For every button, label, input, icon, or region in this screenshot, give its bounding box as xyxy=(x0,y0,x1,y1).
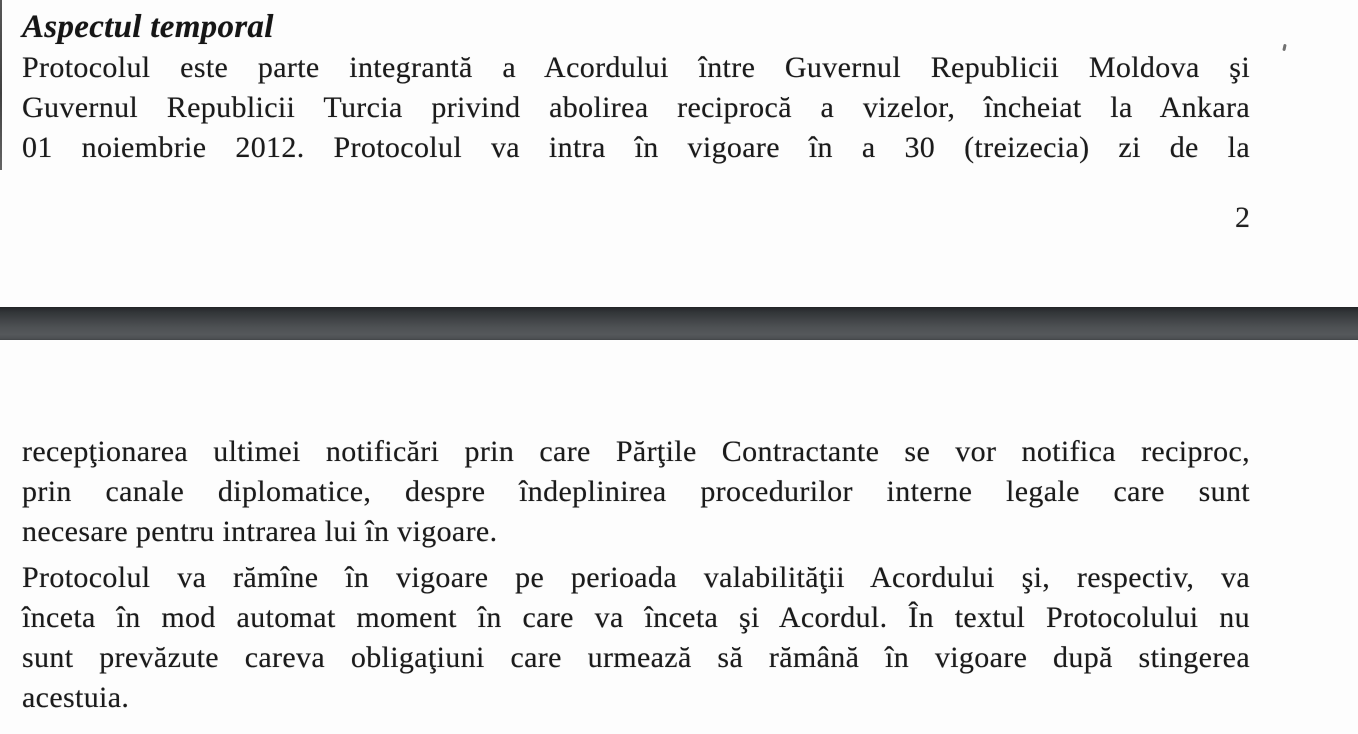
page-separator-bar xyxy=(0,307,1358,340)
paragraph-line: prin canale diplomatice, despre îndeplinirea procedurilor interne legale care sunt xyxy=(22,475,1250,508)
paragraph-last-line: acestuia. xyxy=(22,681,130,714)
paragraph-line: 01 noiembrie 2012. Protocolul va intra în vigoare în a 30 (treizecia) zi de la xyxy=(22,131,1250,164)
page2-paragraph-1 xyxy=(22,432,1250,552)
page1-paragraph xyxy=(22,48,1250,168)
page-2 xyxy=(0,340,1358,734)
paragraph-line: înceta în mod automat moment în care va înceta şi Acordul. În textul Protocolului nu xyxy=(22,601,1250,634)
paragraph-line: Protocolul este parte integrantă a Acordului între Guvernul Republicii Moldova şi xyxy=(22,51,1250,84)
section-heading: Aspectul temporal xyxy=(22,9,274,45)
paragraph-last-line: necesare pentru intrarea lui în vigoare. xyxy=(22,515,498,548)
paragraph-line: sunt prevăzute careva obligaţiuni care urmează să rămână în vigoare după stingerea xyxy=(22,641,1250,674)
scan-edge-artifact xyxy=(0,0,2,170)
page2-paragraph-2 xyxy=(22,558,1250,718)
page-1 xyxy=(0,0,1358,307)
page-number: 2 xyxy=(1235,201,1250,234)
paragraph-line: recepţionarea ultimei notificări prin care Părţile Contractante se vor notifica reciproc, xyxy=(22,435,1250,468)
paragraph-line: Protocolul va rămîne în vigoare pe perioada valabilităţii Acordului şi, respectiv, va xyxy=(22,561,1250,594)
paragraph-line: Guvernul Republicii Turcia privind abolirea reciprocă a vizelor, încheiat la Ankara xyxy=(22,91,1250,124)
scan-noise-speck xyxy=(1282,44,1286,51)
